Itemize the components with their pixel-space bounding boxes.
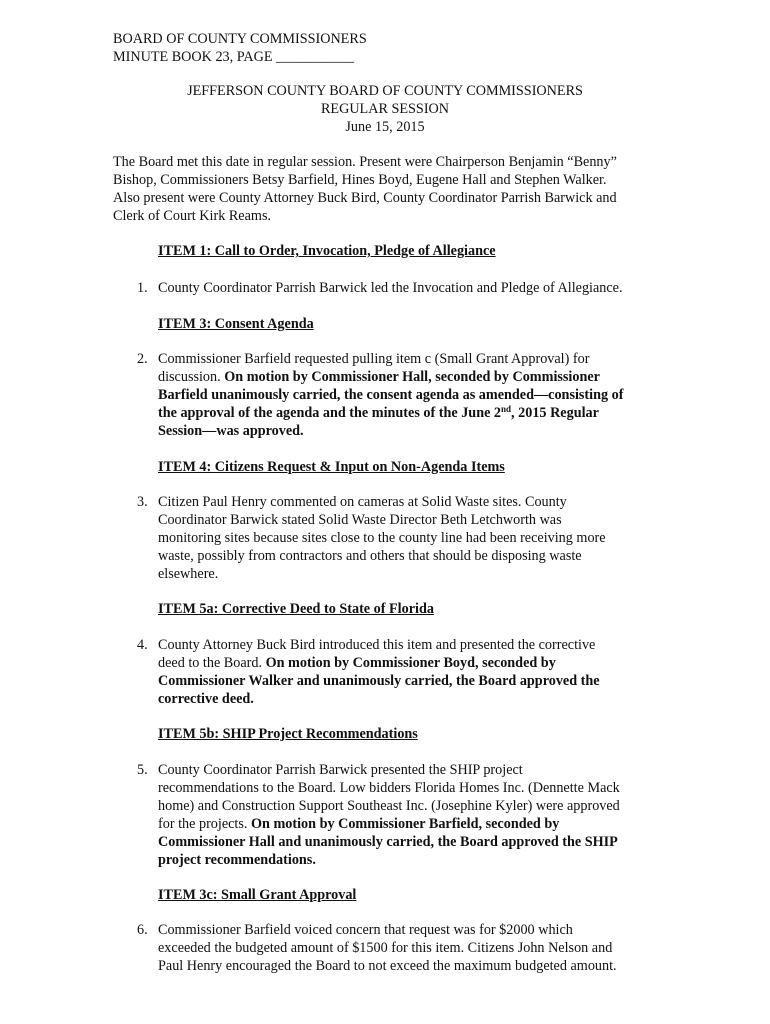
motion-text: On motion by Commissioner Hall, seconded by Commissioner <box>224 369 600 385</box>
item-heading: ITEM 1: Call to Order, Invocation, Pledge of Allegiance <box>158 243 496 259</box>
item-text-line <box>158 833 658 851</box>
item-text-line <box>158 565 658 583</box>
item-number: 2. <box>137 351 148 367</box>
plain-text: waste, possibly from contractors and others that should be disposing waste <box>158 548 582 564</box>
plain-text: Commissioner Barfield requested pulling item c (Small Grant Approval) for <box>158 351 590 367</box>
item-text <box>158 636 658 708</box>
item-number: 3. <box>137 494 148 510</box>
item-text-line <box>158 654 658 672</box>
plain-text: Paul Henry encouraged the Board to not exceed the maximum budgeted amount. <box>158 958 617 974</box>
item-number: 6. <box>137 922 148 938</box>
item-text-line <box>158 672 658 690</box>
item-text-line <box>158 921 658 939</box>
plain-text: County Attorney Buck Bird introduced this item and presented the corrective <box>158 637 596 653</box>
item-text <box>158 761 658 869</box>
item-text-line <box>158 547 658 565</box>
item-text-line <box>158 422 658 440</box>
item-text-line <box>158 404 658 422</box>
plain-text: Citizen Paul Henry commented on cameras at Solid Waste sites. County <box>158 494 567 510</box>
item-text-line <box>158 815 658 833</box>
plain-text: elsewhere. <box>158 566 219 582</box>
item-text-line <box>158 511 658 529</box>
motion-text: Barfield unanimously carried, the consent agenda as amended—consisting of <box>158 387 624 403</box>
plain-text: monitoring sites because sites close to the county line had been receiving more <box>158 530 606 546</box>
session-date: June 15, 2015 <box>345 119 425 135</box>
plain-text: County Coordinator Parrish Barwick presented the SHIP project <box>158 762 523 778</box>
item-text-line <box>158 636 658 654</box>
intro-line: Also present were County Attorney Buck Bird, County Coordinator Parrish Barwick and <box>113 190 617 206</box>
motion-text: , 2015 Regular <box>511 405 599 421</box>
item-text-line <box>158 797 658 815</box>
item-text <box>158 279 658 297</box>
item-text <box>158 350 658 440</box>
item-heading: ITEM 4: Citizens Request & Input on Non-Agenda Items <box>158 459 505 475</box>
session-type: REGULAR SESSION <box>320 101 450 117</box>
item-text-line <box>158 779 658 797</box>
item-text <box>158 921 658 975</box>
intro-paragraph <box>113 153 658 225</box>
motion-text: corrective deed. <box>158 691 254 707</box>
plain-text: exceeded the budgeted amount of $1500 for this item. Citizens John Nelson and <box>158 940 613 956</box>
motion-text: the approval of the agenda and the minutes of the June 2 <box>158 405 502 421</box>
item-text-line <box>158 690 658 708</box>
item-text-line <box>158 386 658 404</box>
motion-text: On motion by Commissioner Barfield, seconded by <box>250 816 560 832</box>
item-heading: ITEM 3c: Small Grant Approval <box>158 887 357 903</box>
superscript-text: nd <box>501 404 512 414</box>
item-text-line <box>158 279 658 297</box>
plain-text: County Coordinator Parrish Barwick led the Invocation and Pledge of Allegiance. <box>158 280 623 296</box>
intro-line: Bishop, Commissioners Betsy Barfield, Hines Boyd, Eugene Hall and Stephen Walker. <box>113 172 607 188</box>
item-text-line <box>158 851 658 869</box>
item-heading: ITEM 3: Consent Agenda <box>158 316 314 332</box>
plain-text: Commissioner Barfield voiced concern that request was for $2000 which <box>158 922 573 938</box>
item-number: 1. <box>137 280 148 296</box>
item-text-line <box>158 493 658 511</box>
motion-text: On motion by Commissioner Boyd, seconded by <box>265 655 556 671</box>
plain-text: Coordinator Barwick stated Solid Waste Director Beth Letchworth was <box>158 512 562 528</box>
item-number: 5. <box>137 762 148 778</box>
plain-text: discussion. <box>158 369 225 385</box>
motion-text: Session—was approved. <box>158 423 304 439</box>
item-text-line <box>158 368 658 386</box>
intro-line: Clerk of Court Kirk Reams. <box>113 208 272 224</box>
item-heading: ITEM 5b: SHIP Project Recommendations <box>158 726 418 742</box>
item-text-line <box>158 761 658 779</box>
item-text-line <box>158 939 658 957</box>
plain-text: deed to the Board. <box>158 655 266 671</box>
plain-text: recommendations to the Board. Low bidders Florida Homes Inc. (Dennette Mack <box>158 780 620 796</box>
intro-line: The Board met this date in regular session. Present were Chairperson Benjamin “Benny” <box>113 154 617 170</box>
header-board-name: BOARD OF COUNTY COMMISSIONERS <box>113 31 367 47</box>
item-text <box>158 493 658 583</box>
item-heading: ITEM 5a: Corrective Deed to State of Florida <box>158 601 434 617</box>
item-text-line <box>158 350 658 368</box>
item-text-line <box>158 529 658 547</box>
header-minute-book: MINUTE BOOK 23, PAGE ___________ <box>113 49 355 65</box>
motion-text: Commissioner Walker and unanimously carried, the Board approved the <box>158 673 600 689</box>
document-title: JEFFERSON COUNTY BOARD OF COUNTY COMMISSIONERS <box>187 83 583 99</box>
item-number: 4. <box>137 637 148 653</box>
plain-text: home) and Construction Support Southeast Inc. (Josephine Kyler) were approved <box>158 798 620 814</box>
item-text-line <box>158 957 658 975</box>
plain-text: for the projects. <box>158 816 251 832</box>
motion-text: Commissioner Hall and unanimously carried, the Board approved the SHIP <box>158 834 618 850</box>
motion-text: project recommendations. <box>158 852 316 868</box>
